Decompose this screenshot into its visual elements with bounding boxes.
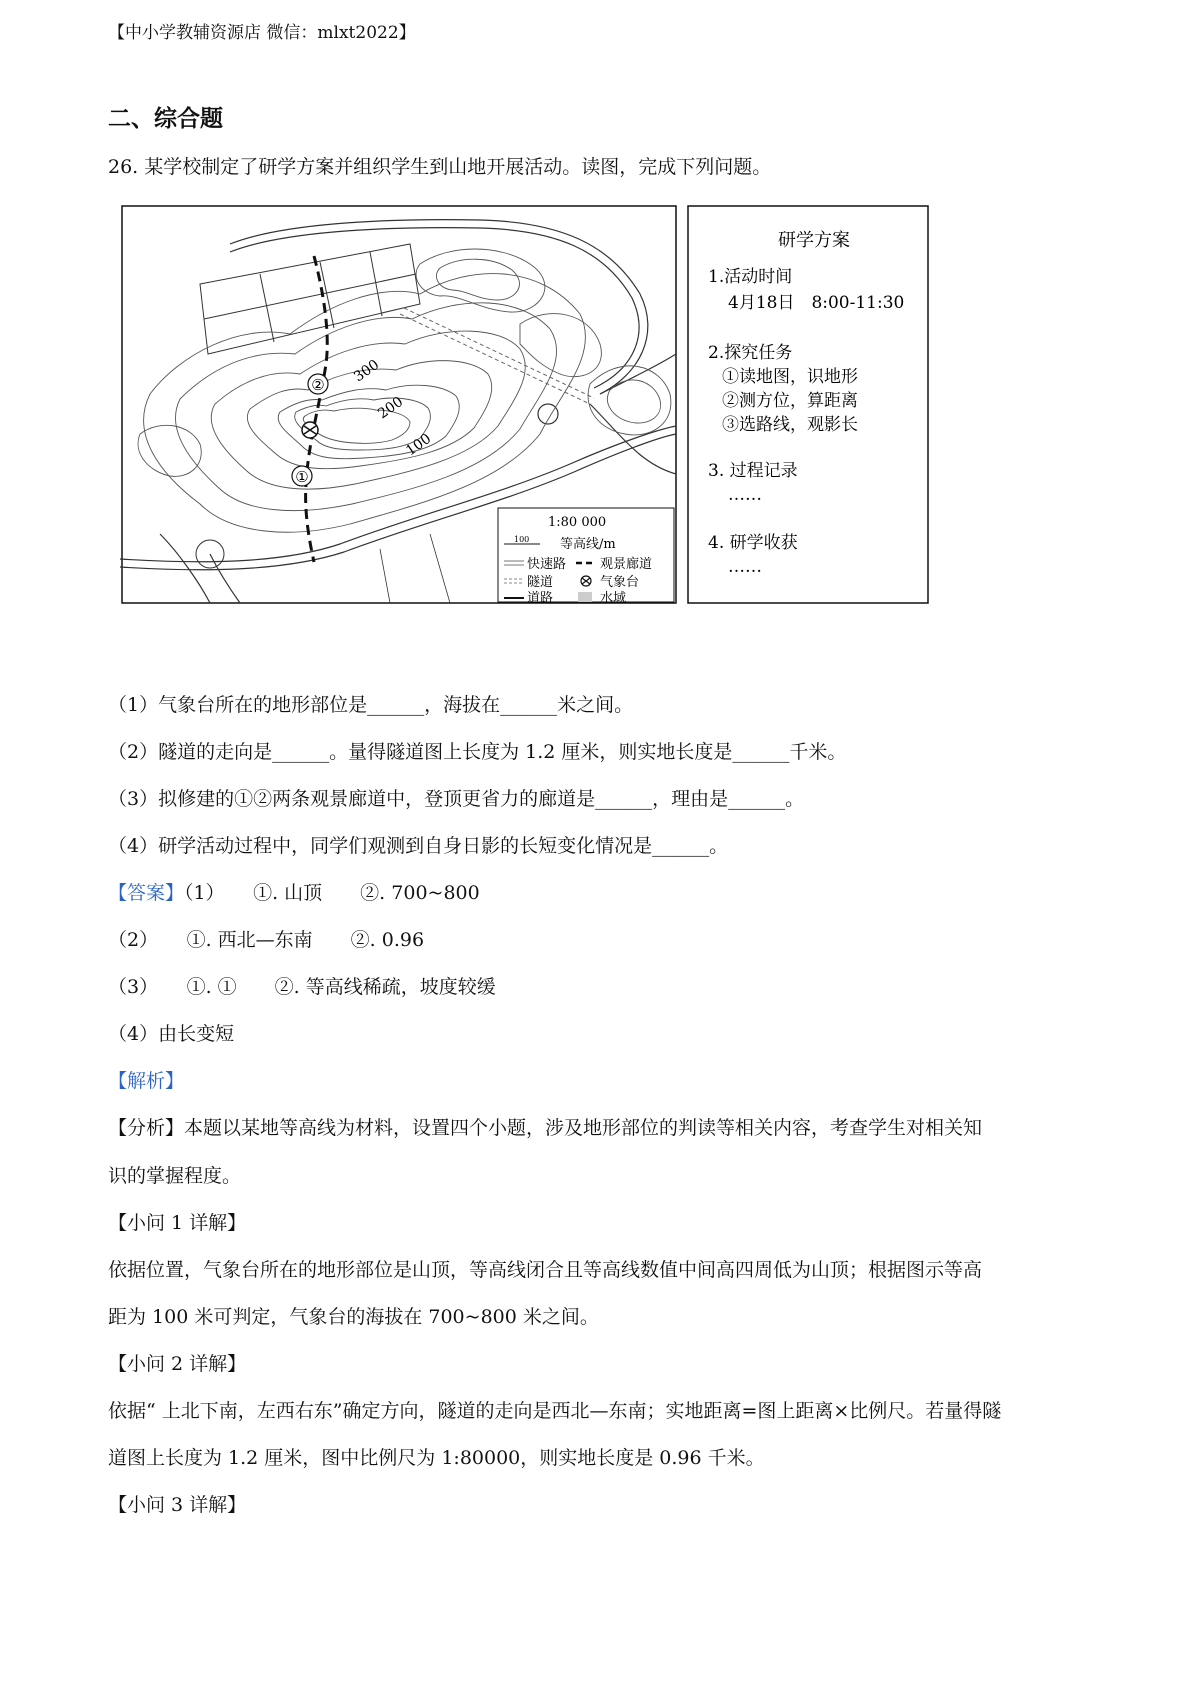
- legend-tunnel: 隧道: [527, 575, 554, 590]
- q2-text-1: 依据“ 上北下南，左西右东”确定方向，隧道的走向是西北—东南；实地距离=图上距离×比例尺。若量得隧: [108, 1400, 1002, 1422]
- answer-label: 【答案】: [108, 882, 185, 904]
- route-marker-1: [292, 466, 312, 486]
- figure: [120, 204, 930, 606]
- answer-line-4: （4）由长变短: [108, 1023, 235, 1045]
- q1-title: 【小问 1 详解】: [108, 1212, 247, 1234]
- question-part-1: （1）气象台所在的地形部位是______，海拔在______米之间。: [108, 694, 634, 716]
- question-part-3: （3）拟修建的①②两条观景廊道中，登顶更省力的廊道是______，理由是______。: [108, 788, 805, 810]
- legend-water: 水域: [600, 591, 627, 606]
- question-stem: 26. 某学校制定了研学方案并组织学生到山地开展活动。读图，完成下列问题。: [108, 156, 772, 178]
- plan-item-5: ②测方位，算距离: [722, 391, 858, 411]
- legend-road: 道路: [527, 591, 554, 606]
- q2-text-2: 道图上长度为 1.2 厘米，图中比例尺为 1:80000，则实地长度是 0.96 千米。: [108, 1447, 765, 1469]
- plan-item-3: 2.探究任务: [708, 343, 793, 363]
- question-part-4: （4）研学活动过程中，同学们观测到自身日影的长短变化情况是______。: [108, 835, 729, 857]
- analysis-fenxi-1: 【分析】本题以某地等高线为材料，设置四个小题，涉及地形部位的判读等相关内容，考查学生对相关知: [108, 1117, 983, 1139]
- answer-text-1: （1） ①. 山顶 ②. 700~800: [184, 882, 480, 904]
- q3-title: 【小问 3 详解】: [108, 1494, 247, 1516]
- analysis-fenxi-2: 识的掌握程度。: [108, 1165, 242, 1187]
- contour-label-100: 100: [403, 430, 435, 460]
- contour-label-200: 200: [375, 393, 407, 423]
- q1-text-2: 距为 100 米可判定，气象台的海拔在 700~800 米之间。: [108, 1306, 599, 1328]
- answer-line-1: [108, 878, 480, 905]
- section-title: 二、综合题: [108, 105, 223, 132]
- plan-item-1: 1.活动时间: [708, 267, 793, 287]
- watermark-header: 【中小学教辅资源店 微信：mlxt2022】: [108, 23, 416, 43]
- plan-item-2: 4月18日 8:00-11:30: [728, 293, 905, 313]
- plan-item-7: 3. 过程记录: [708, 461, 798, 481]
- plan-item-10: ……: [728, 557, 762, 577]
- route-marker-2: [308, 374, 328, 394]
- q2-title: 【小问 2 详解】: [108, 1353, 247, 1375]
- plan-item-8: ……: [728, 485, 762, 505]
- figure-svg: [120, 204, 930, 606]
- analysis-label: 【解析】: [108, 1070, 185, 1092]
- plan-item-6: ③选路线，观影长: [722, 415, 858, 435]
- question-part-2: （2）隧道的走向是______。量得隧道图上长度为 1.2 厘米，则实地长度是______千米。: [108, 741, 847, 763]
- legend-expressway: 快速路: [527, 557, 567, 572]
- map-legend: [498, 508, 674, 606]
- svg-text:②: ②: [311, 376, 325, 394]
- plan-item-9: 4. 研学收获: [708, 533, 798, 553]
- legend-weather-station: 气象台: [600, 575, 640, 590]
- legend-contour: 等高线/m: [560, 537, 616, 552]
- answer-line-3: （3） ①. ① ②. 等高线稀疏，坡度较缓: [108, 976, 496, 998]
- svg-text:①: ①: [295, 468, 309, 486]
- map-scale: 1:80 000: [548, 515, 607, 530]
- legend-water-swatch: [578, 592, 592, 602]
- weather-station-icon: [302, 422, 318, 438]
- q1-text-1: 依据位置，气象台所在的地形部位是山顶，等高线闭合且等高线数值中间高四周低为山顶；根据图示等高: [108, 1259, 983, 1281]
- legend-scenic-corridor: 观景廊道: [600, 557, 653, 572]
- plan-title: 研学方案: [778, 230, 850, 251]
- legend-contour-sample: 100: [514, 535, 530, 544]
- plan-item-4: ①读地图，识地形: [722, 367, 858, 387]
- answer-line-2: （2） ①. 西北—东南 ②. 0.96: [108, 929, 425, 951]
- contour-label-300: 300: [351, 356, 383, 386]
